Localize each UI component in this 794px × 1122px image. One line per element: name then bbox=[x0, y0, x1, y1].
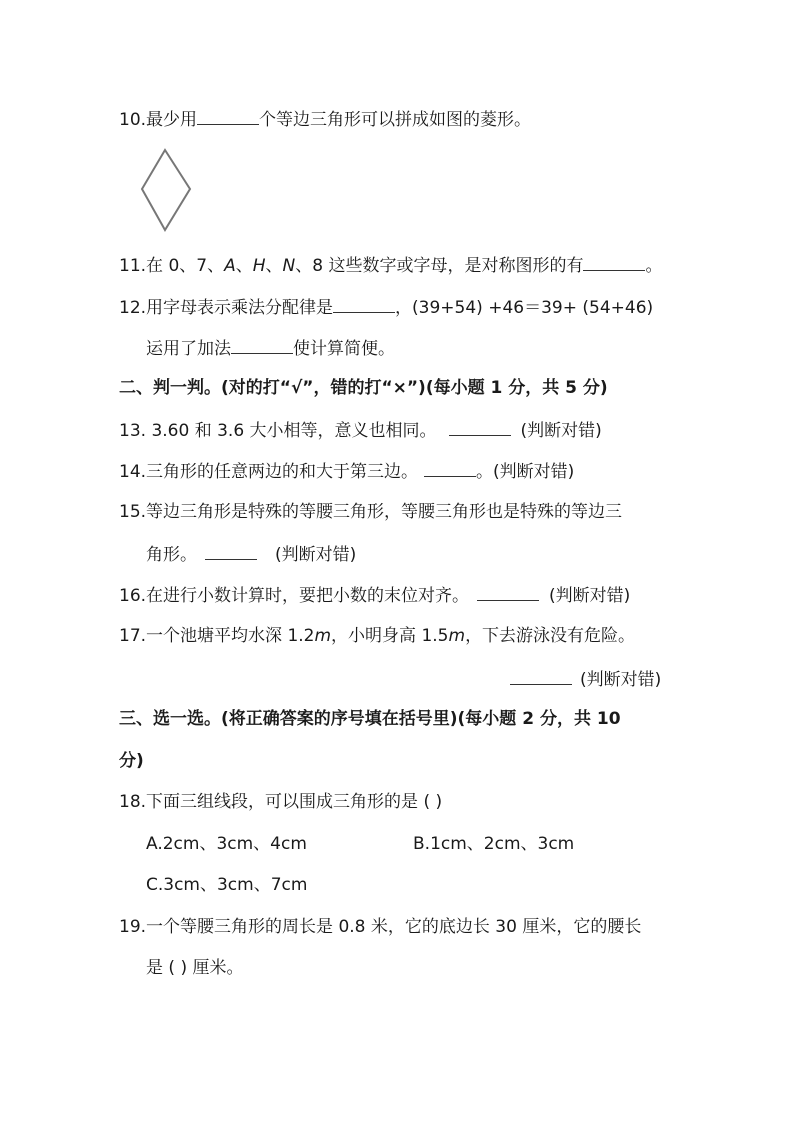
q17-answer-blank[interactable] bbox=[510, 666, 572, 685]
q17-text-2: ，小明身高 1.5 bbox=[331, 626, 449, 646]
q11-end: 。 bbox=[645, 256, 663, 276]
q11-sep-1: 、 bbox=[235, 256, 253, 276]
q16-text: 16.在进行小数计算时，要把小数的末位对齐。 bbox=[119, 586, 470, 606]
q14-judge-label: 。(判断对错) bbox=[476, 462, 575, 482]
q17-unit-2: m bbox=[448, 626, 466, 646]
question-14 bbox=[119, 458, 574, 484]
q11-sep-2: 、 bbox=[265, 256, 283, 276]
q10-text-pre: 10.最少用 bbox=[119, 110, 198, 130]
section-3-title: 三、选一选。(将正确答案的序号填在括号里)(每小题 2 分，共 10 bbox=[119, 709, 621, 729]
question-17 bbox=[119, 624, 635, 648]
q15-judge-label: (判断对错) bbox=[275, 545, 357, 565]
q12-answer-blank-2[interactable] bbox=[231, 335, 293, 354]
letter-n: N bbox=[282, 256, 296, 276]
section-2-title: 二、判一判。(对的打“√”，错的打“×”)(每小题 1 分，共 5 分) bbox=[119, 378, 608, 398]
question-19: 19.一个等腰三角形的周长是 0.8 米，它的底边长 30 厘米，它的腰长 bbox=[119, 917, 642, 937]
q17-text-1: 17.一个池塘平均水深 1.2 bbox=[119, 626, 315, 646]
q18-option-a[interactable]: A.2cm、3cm、4cm bbox=[146, 834, 307, 854]
q14-text: 14.三角形的任意两边的和大于第三边。 bbox=[119, 462, 419, 482]
question-12-line2 bbox=[146, 335, 395, 361]
section-3-title-line2: 分) bbox=[119, 751, 144, 771]
q13-judge-label: (判断对错) bbox=[520, 421, 602, 441]
q10-text-post: 个等边三角形可以拼成如图的菱形。 bbox=[259, 110, 532, 130]
q12-text-mid: ，(39+54) +46＝39+ (54+46) bbox=[395, 298, 654, 318]
q16-judge-label: (判断对错) bbox=[549, 586, 631, 606]
q15-answer-blank[interactable] bbox=[205, 541, 257, 560]
q12-line2-pre: 运用了加法 bbox=[146, 339, 231, 359]
q13-answer-blank[interactable] bbox=[449, 417, 511, 436]
question-10 bbox=[119, 106, 531, 132]
question-11 bbox=[119, 252, 662, 278]
rhombus-figure bbox=[138, 146, 196, 234]
q18-option-c[interactable]: C.3cm、3cm、7cm bbox=[146, 875, 308, 895]
q12-text-pre: 12.用字母表示乘法分配律是 bbox=[119, 298, 334, 318]
letter-h: H bbox=[252, 256, 266, 276]
question-12 bbox=[119, 294, 653, 320]
q17-unit-1: m bbox=[314, 626, 332, 646]
question-18: 18.下面三组线段，可以围成三角形的是 ( ) bbox=[119, 792, 443, 812]
question-16 bbox=[119, 582, 630, 608]
q11-text-pre: 11.在 0、7、 bbox=[119, 256, 225, 276]
question-15: 15.等边三角形是特殊的等腰三角形，等腰三角形也是特殊的等边三 bbox=[119, 502, 623, 522]
q11-answer-blank[interactable] bbox=[583, 252, 645, 271]
q14-answer-blank[interactable] bbox=[424, 458, 476, 477]
letter-a: A bbox=[224, 256, 236, 276]
q17-judge-label: (判断对错) bbox=[580, 670, 662, 690]
q15-line2-text: 角形。 bbox=[146, 545, 197, 565]
q11-text-post: 、8 这些数字或字母，是对称图形的有 bbox=[295, 256, 584, 276]
question-17-line2 bbox=[510, 666, 661, 692]
q12-answer-blank-1[interactable] bbox=[333, 294, 395, 313]
q17-text-3: ，下去游泳没有危险。 bbox=[465, 626, 636, 646]
q18-option-b[interactable]: B.1cm、2cm、3cm bbox=[413, 834, 575, 854]
question-15-line2 bbox=[146, 541, 356, 567]
q12-line2-post: 使计算简便。 bbox=[293, 339, 395, 359]
q16-answer-blank[interactable] bbox=[477, 582, 539, 601]
question-19-line2: 是 ( ) 厘米。 bbox=[146, 958, 244, 978]
question-13 bbox=[119, 417, 602, 443]
q13-text: 13. 3.60 和 3.6 大小相等，意义也相同。 bbox=[119, 421, 437, 441]
q10-answer-blank[interactable] bbox=[197, 106, 259, 125]
